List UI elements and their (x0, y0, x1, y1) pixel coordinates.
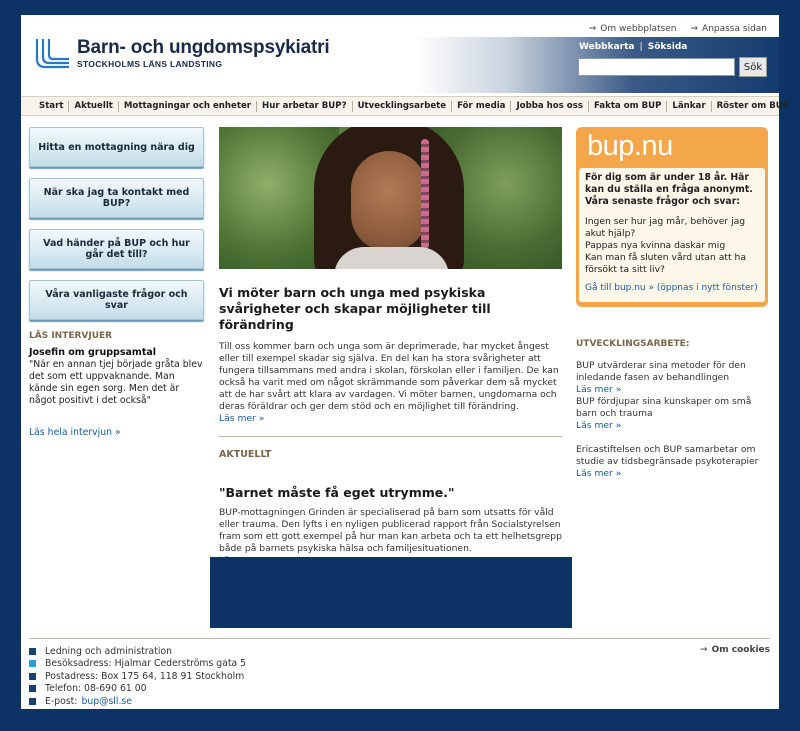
nav-lankar[interactable]: Länkar (667, 101, 711, 112)
dev-read-more-link[interactable]: Läs mer » (576, 384, 622, 395)
dev-item (576, 360, 768, 396)
nav-jobba[interactable]: Jobba hos oss (511, 101, 588, 112)
toplink-customize[interactable]: → Anpassa sidan (690, 24, 767, 34)
email-link[interactable]: bup@sll.se (81, 695, 132, 707)
footer-line: Telefon: 08-690 61 00 (29, 683, 770, 696)
nav-roster[interactable]: Röster om BUP (716, 100, 790, 111)
arrow-right-icon: → (588, 24, 597, 34)
footer-line: E-post: bup@sll.se (29, 695, 770, 708)
footer-divider (29, 638, 770, 639)
search-page-link[interactable]: Söksida (647, 42, 688, 52)
footer-line: Ledning och administration (29, 645, 770, 658)
bup-question[interactable]: Pappas nya kvinna daskar mig (585, 240, 726, 251)
bullet-icon (29, 673, 36, 680)
divider (219, 436, 562, 437)
arrow-right-icon: → (700, 645, 708, 655)
faq-button[interactable]: Våra vanligaste frågor och svar (29, 280, 204, 320)
search-button[interactable]: Sök (739, 57, 767, 77)
dev-read-more-link[interactable]: Läs mer » (576, 468, 622, 479)
news-section-heading: AKTUELLT (219, 449, 272, 460)
dev-item-text: Ericastiftelsen och BUP samarbetar om studie av tidsbegränsade psykoterapier (576, 444, 759, 467)
page (21, 15, 790, 709)
footer-line: Besöksadress: Hjalmar Cederströms gata 5 (29, 658, 770, 671)
main-column (219, 127, 562, 566)
bup-nu-logo[interactable]: bup.nu (587, 130, 673, 162)
cookies-link[interactable]: → Om cookies (700, 645, 770, 655)
main-paragraph: Till oss kommer barn och unga som är deprimerade, har mycket ångest eller till exempel skadar sig själva. En del kan ha stora svårigheter att fungera tillsammans med andra i skolan, förskolan eller i familjen. De kan också ha varit med om något skrämmande som påverkar dem så mycket att de har svårt att klara av vardagen. Vi möter barnen, ungdomarna och deras föräldrar och ger dem stöd och en möjlighet till förändring. (219, 341, 559, 412)
nav-media[interactable]: För media (452, 101, 511, 112)
search-input[interactable] (578, 58, 735, 76)
separator: | (639, 42, 643, 52)
interview-quote: "När en annan tjej började gråta blev det som ett uppvaknande. Man kände sin egen sorg. Men det är något positivt i det också" (29, 359, 203, 406)
brand-title[interactable]: Barn- och ungdomspsykiatri (77, 37, 330, 58)
dev-item-text: BUP fördjupar sina kunskaper om små barn och trauma (576, 396, 752, 419)
media-placeholder (210, 557, 572, 628)
dev-item-text: BUP utvärderar sina metoder för den inledande fasen av behandlingen (576, 360, 746, 383)
site-footer (29, 645, 770, 708)
nav-hur-arbetar[interactable]: Hur arbetar BUP? (257, 101, 353, 112)
hero-photo (219, 127, 562, 269)
nav-start[interactable]: Start (33, 101, 69, 112)
read-more-link[interactable]: Läs mer » (219, 413, 265, 424)
dev-read-more-link[interactable]: Läs mer » (576, 420, 622, 431)
arrow-right-icon: → (690, 24, 699, 34)
go-to-bup-link[interactable]: Gå till bup.nu » (öppnas i nytt fönster) (585, 283, 758, 293)
what-happens-button[interactable]: Vad händer på BUP och hur går det till? (29, 229, 204, 269)
toplink-about[interactable]: → Om webbplatsen (588, 24, 677, 34)
bup-intro: För dig som är under 18 år. Här kan du ställa en fråga anonymt. Våra senaste frågor och svar: (585, 172, 753, 207)
when-contact-button[interactable]: När ska jag ta kontakt med BUP? (29, 178, 204, 218)
dev-item (576, 444, 768, 480)
top-links (589, 24, 767, 34)
footer-line: Postadress: Box 175 64, 118 91 Stockholm (29, 670, 770, 683)
bullet-icon (29, 698, 36, 705)
dev-item (576, 396, 768, 432)
nav-utvecklingsarbete[interactable]: Utvecklingsarbete (353, 101, 453, 112)
news-headline[interactable]: "Barnet måste få eget utrymme." (219, 485, 455, 500)
site-header (21, 15, 779, 93)
bullet-icon (29, 685, 36, 692)
brand-subtitle: STOCKHOLMS LÄNS LANDSTING (77, 59, 223, 69)
dev-heading: UTVECKLINGSARBETE: (576, 339, 690, 349)
bup-question[interactable]: Kan man få sluten vård utan att ha försökt ta sitt liv? (585, 252, 746, 275)
left-column (29, 127, 204, 438)
interview-title: Josefin om gruppsamtal (29, 347, 157, 358)
nav-aktuellt[interactable]: Aktuellt (69, 101, 118, 112)
find-clinic-button[interactable]: Hitta en mottagning nära dig (29, 127, 204, 167)
news-body: BUP-mottagningen Grinden är specialiserad på barn som utsatts för våld eller trauma. Den lyfts i en nyligen publicerad rapport från Socialstyrelsen fram som ett gott exempel på hur man kan arbeta och ta ett helhetsgrepp både på barnets psykiska hälsa och familjesituationen. (219, 507, 562, 554)
nav-mottagningar[interactable]: Mottagningar och enheter (119, 101, 257, 112)
bup-questions (585, 216, 759, 276)
main-headline: Vi möter barn och unga med psykiska svårigheter och skapar möjligheter till förändring (219, 285, 491, 332)
sitemap-link[interactable]: Webbkarta (579, 42, 635, 52)
interviews-heading: LÄS INTERVJUER (29, 331, 113, 341)
read-interview-link[interactable]: Läs hela intervjun » (29, 427, 121, 438)
bullet-icon (29, 648, 36, 655)
main-nav (21, 96, 790, 116)
right-column (576, 127, 768, 480)
header-sublinks (579, 42, 687, 52)
bup-question[interactable]: Ingen ser hur jag mår, behöver jag akut hjälp? (585, 216, 746, 239)
bup-nu-box (576, 127, 768, 307)
nav-fakta[interactable]: Fakta om BUP (589, 101, 667, 112)
bullet-icon (29, 660, 36, 667)
sll-logo-icon[interactable] (33, 37, 73, 69)
